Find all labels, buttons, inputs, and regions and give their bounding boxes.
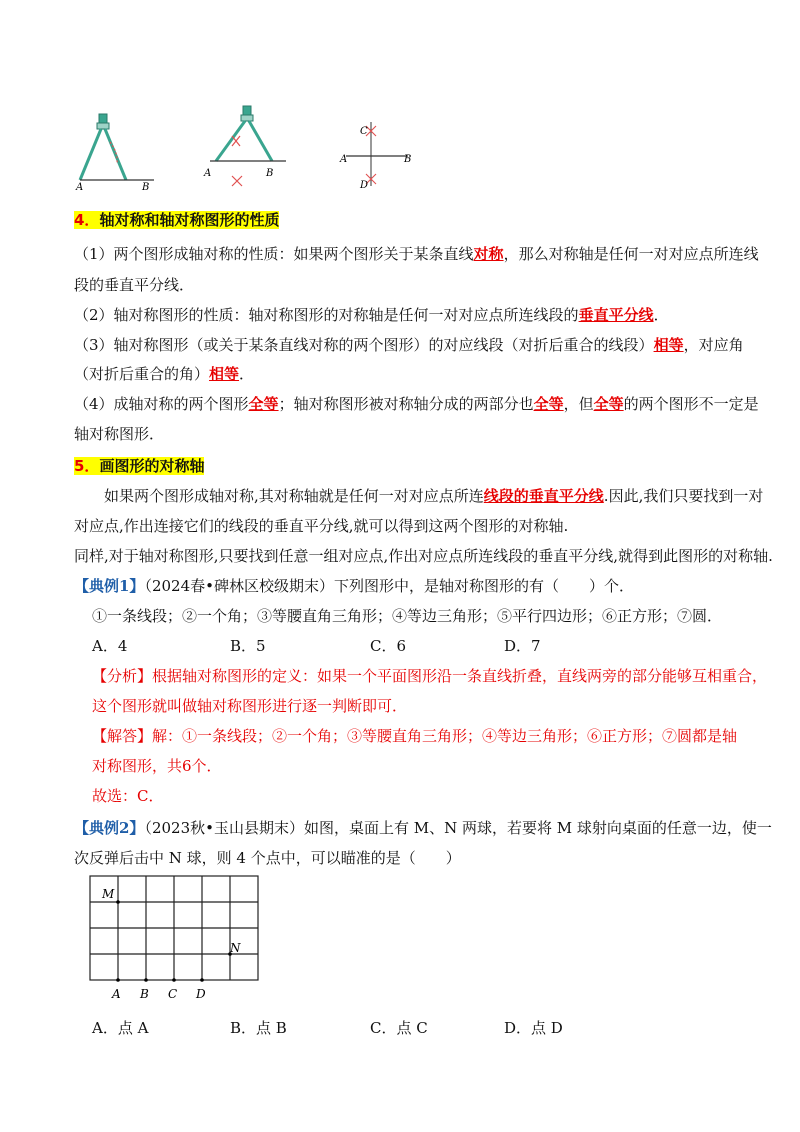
example-2-option-c[interactable]: C．点 C xyxy=(370,1019,428,1037)
property-3-text: （3）轴对称图形（或关于某条直线对称的两个图形）的对应线段（对折后重合的线段） xyxy=(74,336,654,354)
grid-label-c: C xyxy=(168,987,178,1001)
fig3-label-a: A xyxy=(340,154,348,165)
fig3-label-b: B xyxy=(404,154,412,165)
section-5-line-2 xyxy=(74,516,568,536)
example-2-option-b[interactable]: B．点 B xyxy=(230,1019,287,1037)
point-c xyxy=(172,978,176,982)
property-4-text-c: ，但 xyxy=(563,395,594,413)
example-1-option-d[interactable]: D．7 xyxy=(504,637,541,655)
property-4-line-2 xyxy=(74,424,164,444)
property-2-line xyxy=(74,305,669,325)
property-1-line-2 xyxy=(74,275,194,295)
section-4-heading xyxy=(74,210,279,230)
example-1-choice: 故选：C． xyxy=(92,787,164,805)
property-1-line-1 xyxy=(74,244,759,264)
example-1-list-text: ①一条线段；②一个角；③等腰直角三角形；④等边三角形；⑤平行四边形；⑥正方形；⑦圆． xyxy=(92,607,723,625)
section-5-text-b: .因此,我们只要找到一对 xyxy=(603,487,764,505)
example-1-option-a[interactable]: A．4 xyxy=(92,637,128,655)
property-4-line-1 xyxy=(74,394,759,414)
property-4-text-d: 的两个图形不一定是 xyxy=(623,395,759,413)
fig1-label-a: A xyxy=(76,182,84,193)
example-2-option-a[interactable]: A．点 A xyxy=(92,1019,149,1037)
ball-m xyxy=(116,900,120,904)
grid-label-b: B xyxy=(140,987,149,1001)
property-4-text: （4）成轴对称的两个图形 xyxy=(74,395,249,413)
property-3-line-1 xyxy=(74,335,744,355)
perpendicular-bisector-figure xyxy=(338,118,418,194)
section-5-text-a: 如果两个图形成轴对称,其对称轴就是任何一对对应点所连 xyxy=(104,487,484,505)
section-5-line-3 xyxy=(74,546,773,566)
example-2-question-2: 次反弹后击中 N 球，则 4 个点中，可以瞄准的是（ ） xyxy=(74,849,461,867)
fig2-label-a: A xyxy=(204,168,212,179)
section-4-number: 4． xyxy=(74,211,100,229)
property-3-text-b: ，对应角 xyxy=(683,336,744,354)
example-1-option-c[interactable]: C．6 xyxy=(370,637,407,655)
keyword-congruent-1: 全等 xyxy=(248,395,279,413)
point-a xyxy=(116,978,120,982)
keyword-segment-bisector: 线段的垂直平分线 xyxy=(483,487,604,505)
example-1-analysis-line-2: 这个图形就叫做轴对称图形进行逐一判断即可． xyxy=(92,697,408,715)
property-3-line-2 xyxy=(74,364,254,384)
property-2-end: ． xyxy=(653,306,669,324)
property-1-text-c: 段的垂直平分线． xyxy=(74,276,195,294)
property-1-text-b: ，那么对称轴是任何一对对应点所连线 xyxy=(503,245,759,263)
section-5-heading xyxy=(74,456,204,476)
grid-label-n: N xyxy=(230,941,241,955)
section-5-title: 画图形的对称轴 xyxy=(99,457,205,475)
keyword-perpendicular-bisector: 垂直平分线 xyxy=(578,306,654,324)
keyword-congruent-2: 全等 xyxy=(533,395,564,413)
example-1-tag: 【典例1】 xyxy=(74,577,145,595)
property-4-text-e: 轴对称图形． xyxy=(74,425,165,443)
property-1-text: （1）两个图形成轴对称的性质：如果两个图形关于某条直线 xyxy=(74,245,474,263)
example-1-question: （2024春•碑林区校级期末）下列图形中，是轴对称图形的有（ ）个． xyxy=(144,577,634,595)
fig1-label-b: B xyxy=(142,182,150,193)
point-b xyxy=(144,978,148,982)
section-5-line-1 xyxy=(104,486,763,506)
keyword-equal-2: 相等 xyxy=(209,365,240,383)
billiard-table-grid xyxy=(82,872,272,1002)
example-2-option-d[interactable]: D．点 D xyxy=(504,1019,563,1037)
example-1-list xyxy=(92,606,722,626)
point-d xyxy=(200,978,204,982)
grid-label-d: D xyxy=(196,987,206,1001)
section-5-number: 5． xyxy=(74,457,100,475)
property-3-text-c: （对折后重合的角） xyxy=(74,365,210,383)
grid-label-m: M xyxy=(102,887,115,901)
example-2-stem-line-1 xyxy=(74,818,772,838)
compass-figure-2 xyxy=(200,104,300,196)
example-1-stem xyxy=(74,576,634,596)
example-2-tag: 【典例2】 xyxy=(74,819,145,837)
example-1-option-b[interactable]: B．5 xyxy=(230,637,266,655)
property-2-text: （2）轴对称图形的性质：轴对称图形的对称轴是任何一对对应点所连线段的 xyxy=(74,306,579,324)
example-1-answer-line-2: 对称图形，共6个． xyxy=(92,757,222,775)
section-4-title: 轴对称和轴对称图形的性质 xyxy=(99,211,280,229)
fig2-label-b: B xyxy=(266,168,274,179)
section-5-text-d: 同样,对于轴对称图形,只要找到任意一组对应点,作出对应点所连线段的垂直平分线,就得到此图形的对称轴. xyxy=(74,547,773,565)
keyword-congruent-3: 全等 xyxy=(593,395,624,413)
example-1-answer-line-1: 【解答】解：①一条线段；②一个角；③等腰直角三角形；④等边三角形；⑥正方形；⑦圆都是轴 xyxy=(92,727,738,745)
fig3-label-c: C xyxy=(360,126,368,137)
section-5-text-c: 对应点,作出连接它们的线段的垂直平分线,就可以得到这两个图形的对称轴. xyxy=(74,517,569,535)
keyword-symmetric: 对称 xyxy=(473,245,504,263)
compass-figure-1 xyxy=(74,112,164,194)
fig3-label-d: D xyxy=(360,180,369,191)
property-4-text-b: ；轴对称图形被对称轴分成的两部分也 xyxy=(278,395,534,413)
example-2-question-1: （2023秋•玉山县期末）如图，桌面上有 M、N 两球，若要将 M 球射向桌面的任意一边，使一 xyxy=(144,819,772,837)
example-1-analysis-line-1: 【分析】根据轴对称图形的定义：如果一个平面图形沿一条直线折叠，直线两旁的部分能够互相重合， xyxy=(92,667,768,685)
keyword-equal-1: 相等 xyxy=(653,336,684,354)
property-3-end: ． xyxy=(239,365,255,383)
grid-label-a: A xyxy=(112,987,121,1001)
example-2-stem-line-2 xyxy=(74,848,461,868)
